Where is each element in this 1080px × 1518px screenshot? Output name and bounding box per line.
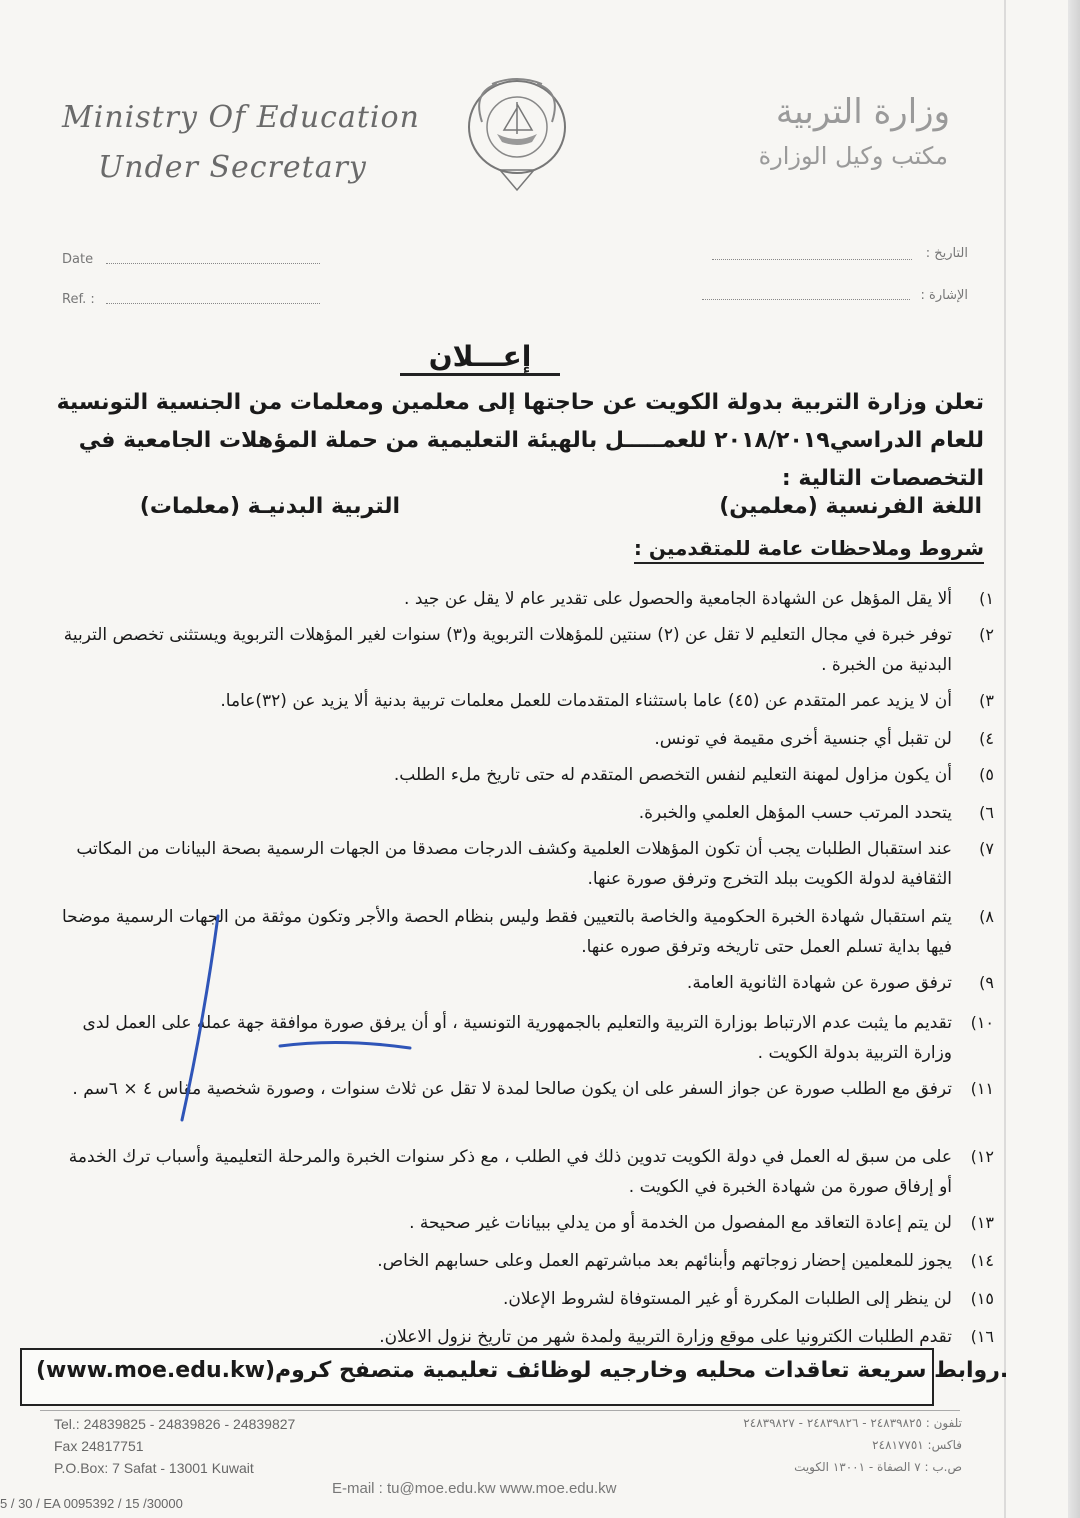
condition-text: يتم استقبال شهادة الخبرة الحكومية والخاصة بالتعيين فقط وليس بنظام الحصة والأجر وتكون موثقة من الجهات الرسمية موضحا فيها بداية تسلم العمل حتى تاريخه وترفق صوره عنها.	[61, 907, 952, 957]
condition-item	[52, 1246, 994, 1276]
condition-text: لن ينظر إلى الطلبات المكررة أو غير المستوفاة لشروط الإعلان.	[502, 1289, 952, 1309]
condition-number: ١٥)	[970, 1289, 994, 1308]
condition-text: لن يتم إعادة التعاقد مع المفصول من الخدمة أو من يدلي ببيانات غير صحيحة .	[409, 1213, 952, 1233]
condition-text: عند استقبال الطلبات يجب أن تكون المؤهلات العلمية وكشف الدرجات مصدقا من الجهات الرسمية بصحة البيانات من المكاتب الثقافية لدولة الكويت ببلد التخرج وترفق صورة عنها.	[76, 839, 952, 889]
condition-item	[52, 686, 994, 716]
header-english-undersecretary: Under Secretary	[98, 150, 367, 185]
header-arabic-undersecretary: مكتب وكيل الوزارة	[758, 142, 948, 170]
ref-ar-dotted-line	[702, 298, 910, 300]
date-dotted-line	[106, 262, 320, 264]
condition-number: ٨)	[979, 907, 994, 926]
quick-links-text	[36, 1358, 1008, 1383]
condition-number: ١٤)	[970, 1251, 994, 1270]
condition-number: ٥)	[979, 765, 994, 784]
kuwait-emblem-icon	[462, 72, 572, 192]
page-edge-shadow	[1068, 0, 1080, 1518]
condition-item	[52, 1208, 994, 1238]
footer-pobox-ar: ص.ب : ٧ الصفاة - ١٣٠٠١ الكويت	[794, 1460, 962, 1474]
condition-number: ١٢)	[970, 1147, 994, 1166]
condition-text: تقدم الطلبات الكترونيا على موقع وزارة التربية ولمدة شهر من تاريخ نزول الاعلان.	[379, 1327, 952, 1347]
date-label: Date	[62, 252, 94, 267]
footer-fax-ar: فاكس: ٢٤٨١٧٧٥١	[872, 1438, 962, 1452]
condition-text: يجوز للمعلمين إحضار زوجاتهم وأبنائهم بعد مباشرتهم العمل وعلى حسابهم الخاص.	[377, 1251, 952, 1271]
condition-number: ٣)	[979, 691, 994, 710]
pen-annotation-marks	[170, 910, 430, 1130]
condition-item	[52, 724, 994, 754]
condition-text: على من سبق له العمل في دولة الكويت تدوين ذلك في الطلب ، مع ذكر سنوات الخبرة والمرحلة التعليمية وأسباب ترك الخدمة أو إرفاق صورة من شهادة الخبرة في الكويت .	[68, 1147, 952, 1197]
footer-pobox: P.O.Box: 7 Safat - 13001 Kuwait	[54, 1460, 254, 1476]
condition-item	[52, 620, 994, 680]
announcement-title: إعـــلان	[400, 340, 560, 376]
footer-document-code: 5 / 30 / EA 0095392 / 15 /30000	[0, 1496, 183, 1511]
condition-text: أن لا يزيد عمر المتقدم عن (٤٥) عاما باستثناء المتقدمات للعمل معلمات تربية بدنية ألا يزيد عن (٣٢)عاما.	[220, 691, 952, 711]
conditions-heading: شروط وملاحظات عامة للمتقدمين :	[634, 536, 984, 564]
header-english-ministry: Ministry Of Education	[62, 100, 420, 135]
condition-number: ١٠)	[970, 1013, 994, 1032]
footer-telephone-ar: تلفون : ٢٤٨٣٩٨٢٥ - ٢٤٨٣٩٨٢٦ - ٢٤٨٣٩٨٢٧	[743, 1416, 962, 1430]
ref-dotted-line	[106, 302, 320, 304]
condition-number: ١)	[979, 589, 994, 608]
condition-number: ١٣)	[970, 1213, 994, 1232]
specialty-physical-education: التربية البدنيـة (معلمات)	[139, 494, 400, 519]
condition-number: ١٦)	[970, 1327, 994, 1346]
announcement-intro: تعلن وزارة التربية بدولة الكويت عن حاجتها إلى معلمين ومعلمات من الجنسية التونسية للعام الدراسي٢٠١٨/٢٠١٩ للعمـــــل بالهيئة التعليمية من حملة المؤهلات الجامعية في التخصصات التالية :	[56, 390, 984, 491]
footer-divider	[40, 1410, 960, 1411]
condition-number: ١١)	[970, 1079, 994, 1098]
condition-number: ٢)	[979, 625, 994, 644]
quick-links-box	[20, 1348, 1009, 1406]
date-label-ar: التاريخ :	[925, 246, 968, 261]
header-arabic-ministry: وزارة التربية	[775, 92, 950, 132]
condition-item	[52, 1284, 994, 1314]
condition-text: ترفق مع الطلب صورة عن جواز السفر على ان يكون صالحا لمدة لا تقل عن ثلاث سنوات ، وصورة شخصية مقاس ٤ × ٦سم .	[72, 1079, 952, 1099]
condition-number: ٧)	[979, 839, 994, 858]
condition-item	[52, 760, 994, 790]
condition-number: ٦)	[979, 803, 994, 822]
footer-telephone: Tel.: 24839825 - 24839826 - 24839827	[54, 1416, 296, 1432]
condition-text: لن تقبل أي جنسية أخرى مقيمة في تونس.	[654, 729, 952, 749]
condition-number: ٩)	[979, 973, 994, 992]
quick-links-caption: روابط سريعة تعاقدات محليه وخارجيه لوظائف تعليمية متصفح كروم.	[275, 1358, 1009, 1383]
condition-text: يتحدد المرتب حسب المؤهل العلمي والخبرة.	[638, 803, 952, 823]
specialty-french: اللغة الفرنسية (معلمين)	[719, 494, 982, 519]
condition-number: ٤)	[979, 729, 994, 748]
condition-item	[52, 1142, 994, 1202]
condition-item	[52, 798, 994, 828]
moe-website-link[interactable]: (www.moe.edu.kw)	[36, 1358, 275, 1383]
footer-email-website: E-mail : tu@moe.edu.kw www.moe.edu.kw	[332, 1480, 617, 1497]
scan-fold-line	[1004, 0, 1006, 1518]
condition-item	[52, 584, 994, 614]
condition-text: تقديم ما يثبت عدم الارتباط بوزارة التربية والتعليم بالجمهورية التونسية ، أو أن يرفق صورة موافقة جهة عمله على العمل لدى وزارة التربية بدولة الكويت .	[82, 1013, 952, 1063]
condition-text: توفر خبرة في مجال التعليم لا تقل عن (٢) سنتين للمؤهلات التربوية و(٣) سنوات لغير المؤهلات التربوية ويستثنى تخصص التربية البدنية من الخبرة .	[63, 625, 952, 675]
footer-fax: Fax 24817751	[54, 1438, 144, 1454]
condition-text: ترفق صورة عن شهادة الثانوية العامة.	[686, 973, 952, 993]
date-ar-dotted-line	[712, 258, 912, 260]
condition-text: ألا يقل المؤهل عن الشهادة الجامعية والحصول على تقدير عام لا يقل عن جيد .	[404, 589, 952, 609]
ref-label: Ref. :	[62, 292, 95, 307]
condition-text: أن يكون مزاول لمهنة التعليم لنفس التخصص المتقدم له حتى تاريخ ملء الطلب.	[393, 765, 952, 785]
ref-label-ar: الإشارة :	[920, 288, 968, 303]
condition-item	[52, 834, 994, 894]
